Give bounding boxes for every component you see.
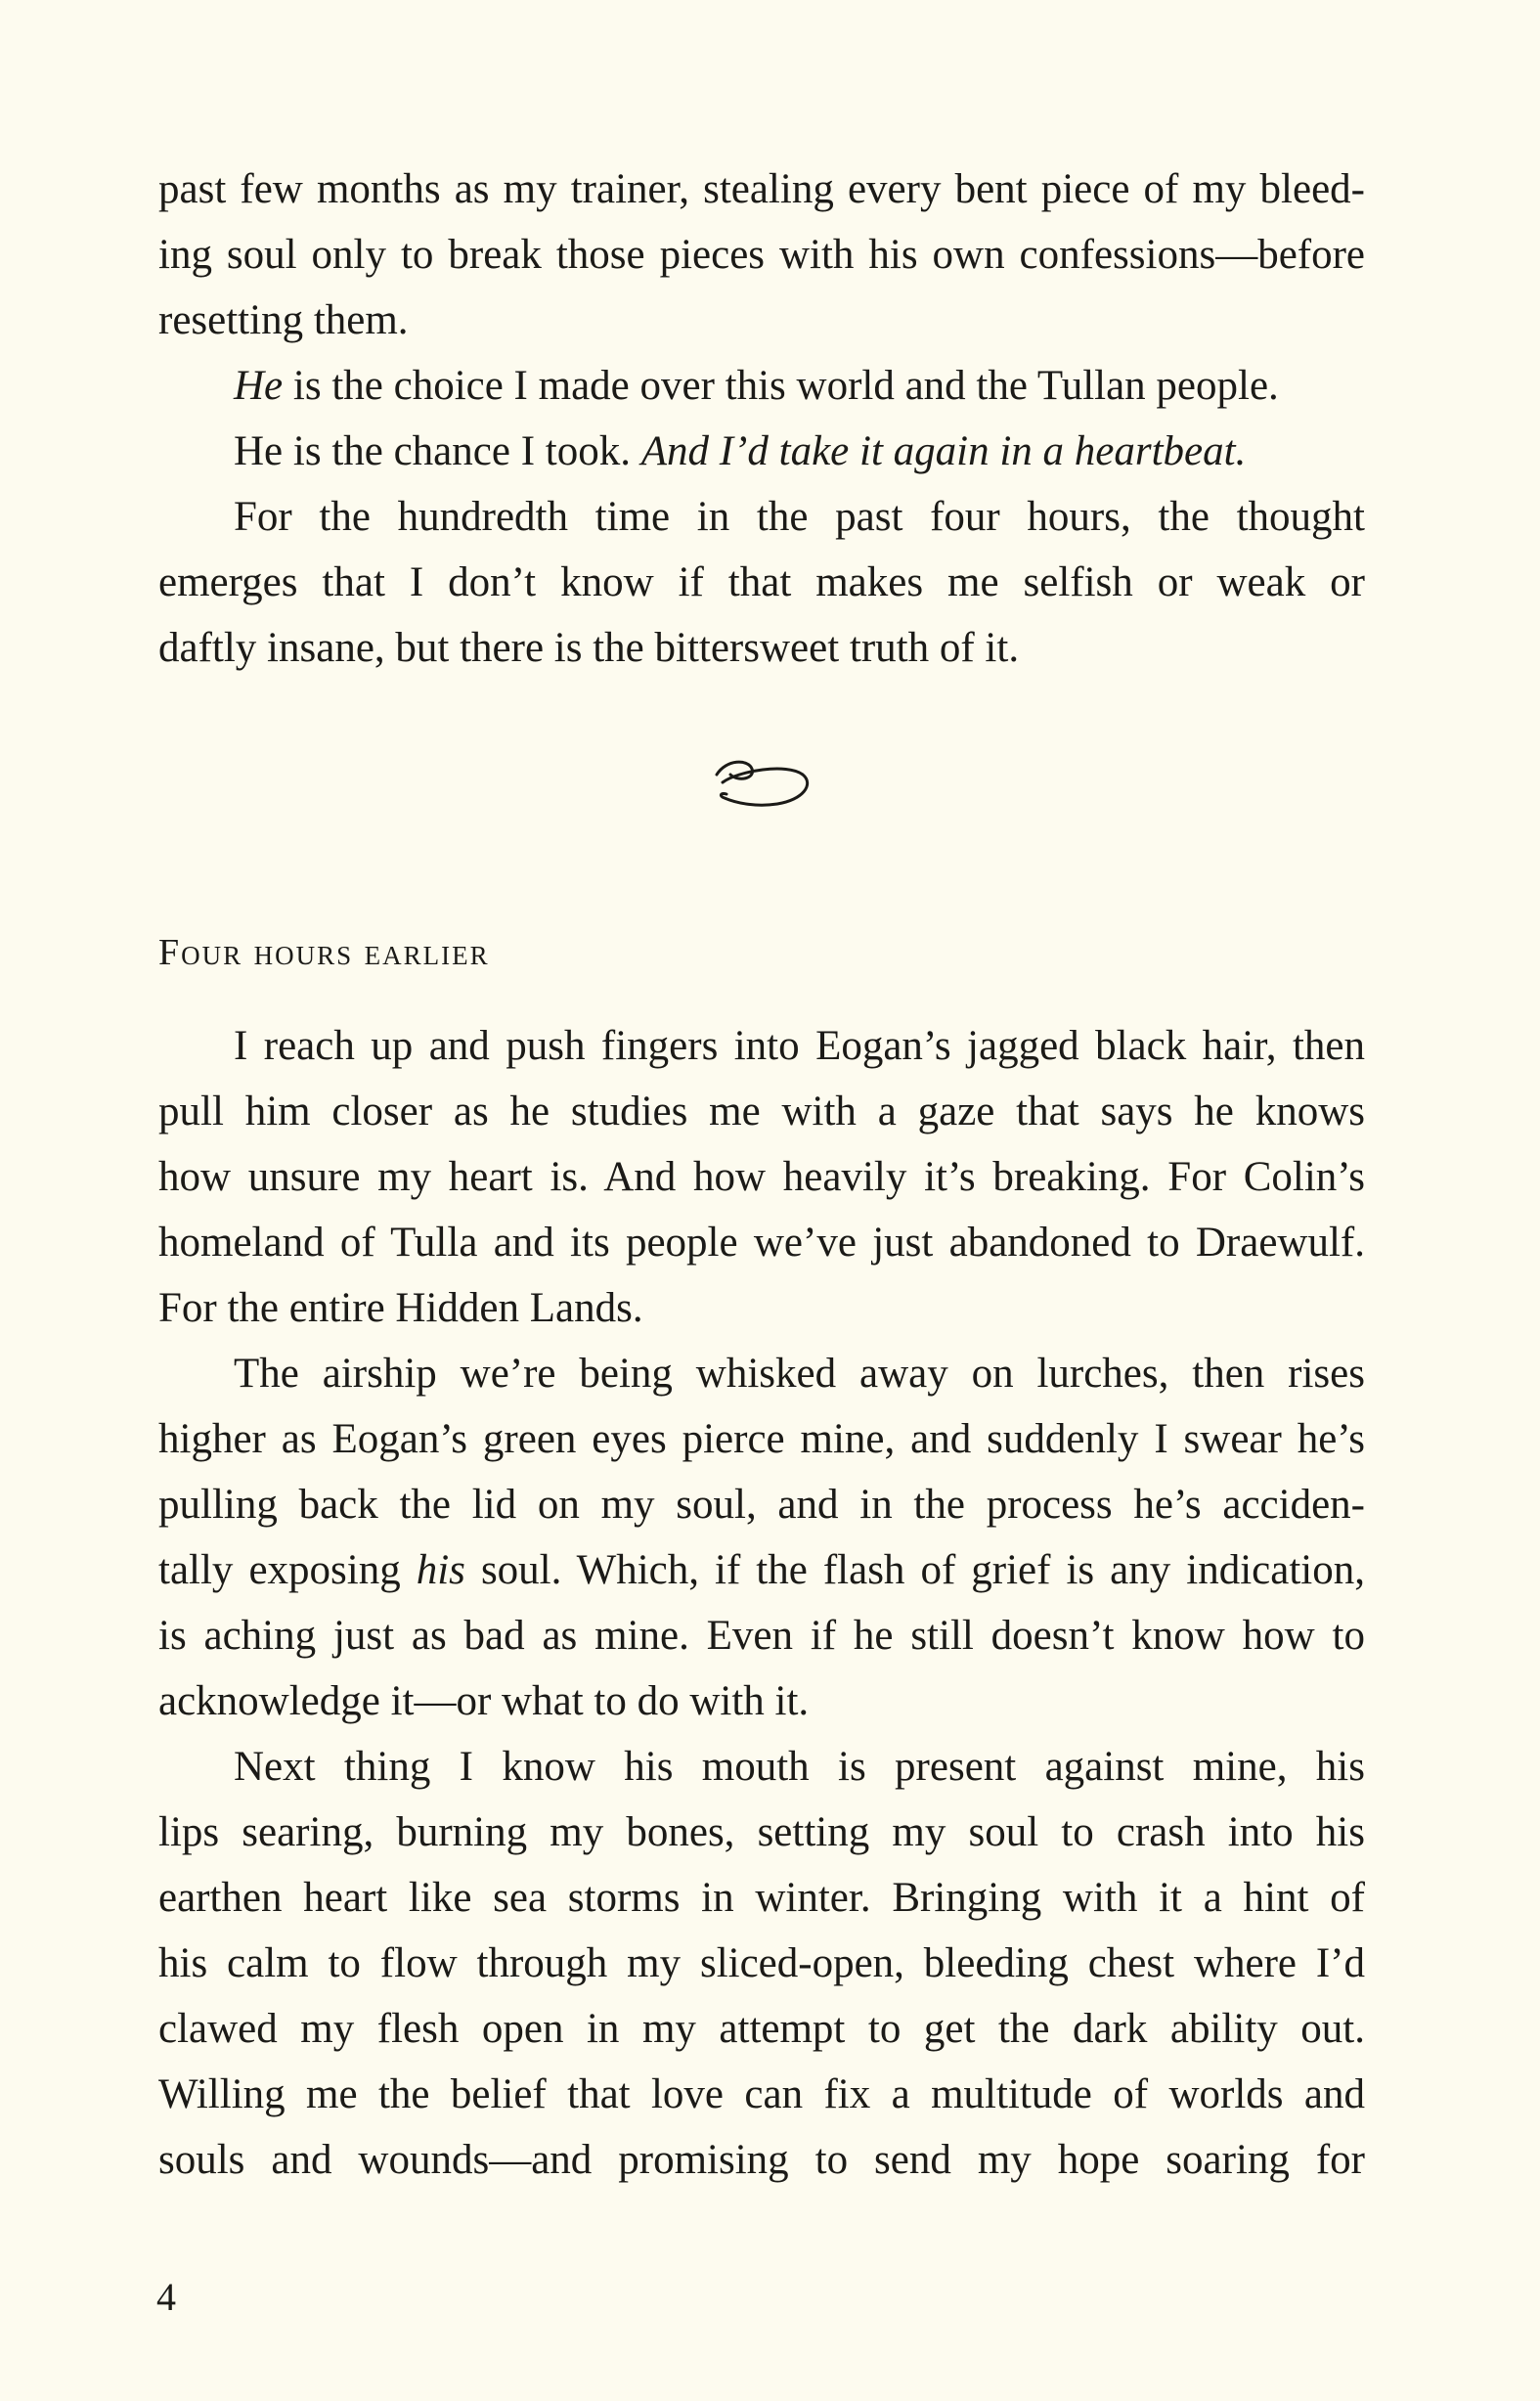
text-line: souls and wounds—and promising to send my hope soaring for (158, 2137, 1365, 2183)
text-line: resetting them. (158, 297, 409, 343)
text-line: clawed my flesh open in my attempt to get the dark ability out. (158, 2006, 1365, 2052)
text-span: is the choice I made over this world and the Tullan people. (283, 363, 1279, 409)
section-break-flourish-icon (709, 753, 816, 822)
text-line (158, 419, 1365, 484)
text-line: is aching just as bad as mine. Even if he still doesn’t know how to (158, 1613, 1365, 1659)
text-line: ing soul only to break those pieces with his own confessions—before (158, 232, 1365, 278)
italic-word: He (234, 363, 284, 409)
text-line: For the hundredth time in the past four hours, the thought (234, 494, 1365, 540)
top-text-block (158, 156, 1365, 681)
italic-phrase: And I’d take it again in a heartbeat. (640, 428, 1247, 474)
text-line: homeland of Tulla and its people we’ve just abandoned to Draewulf. (158, 1220, 1365, 1266)
text-line (158, 1537, 1365, 1603)
italic-word: his (416, 1547, 465, 1593)
page-number: 4 (156, 2275, 176, 2319)
text-line: I reach up and push fingers into Eogan’s jagged black hair, then (234, 1023, 1365, 1069)
text-line: past few months as my trainer, stealing every bent piece of my bleed- (158, 166, 1365, 212)
text-line: Next thing I know his mouth is present against mine, his (234, 1744, 1365, 1790)
text-line: For the entire Hidden Lands. (158, 1285, 643, 1331)
text-line: pulling back the lid on my soul, and in the process he’s acciden- (158, 1482, 1365, 1528)
text-line: earthen heart like sea storms in winter. Bringing with it a hint of (158, 1875, 1365, 1921)
text-line: how unsure my heart is. And how heavily it’s breaking. For Colin’s (158, 1154, 1365, 1200)
text-line (158, 353, 1365, 419)
text-line: The airship we’re being whisked away on lurches, then rises (234, 1351, 1365, 1397)
text-line: higher as Eogan’s green eyes pierce mine, and suddenly I swear he’s (158, 1416, 1365, 1462)
text-line: emerges that I don’t know if that makes me selfish or weak or (158, 559, 1365, 605)
text-line: daftly insane, but there is the bittersweet truth of it. (158, 625, 1020, 671)
main-text-block (158, 1013, 1365, 2193)
text-line: acknowledge it—or what to do with it. (158, 1678, 810, 1724)
text-span: He is the chance I took. (234, 428, 641, 474)
text-span: soul. Which, if the flash of grief is any indication, (464, 1547, 1365, 1593)
section-heading: Four hours earlier (158, 932, 490, 973)
text-span: tally exposing (158, 1547, 417, 1593)
text-line: Willing me the belief that love can fix a multitude of worlds and (158, 2071, 1365, 2117)
text-line: lips searing, burning my bones, setting my soul to crash into his (158, 1809, 1365, 1855)
text-line: pull him closer as he studies me with a gaze that says he knows (158, 1089, 1365, 1134)
text-line: his calm to flow through my sliced-open, bleeding chest where I’d (158, 1940, 1365, 1986)
